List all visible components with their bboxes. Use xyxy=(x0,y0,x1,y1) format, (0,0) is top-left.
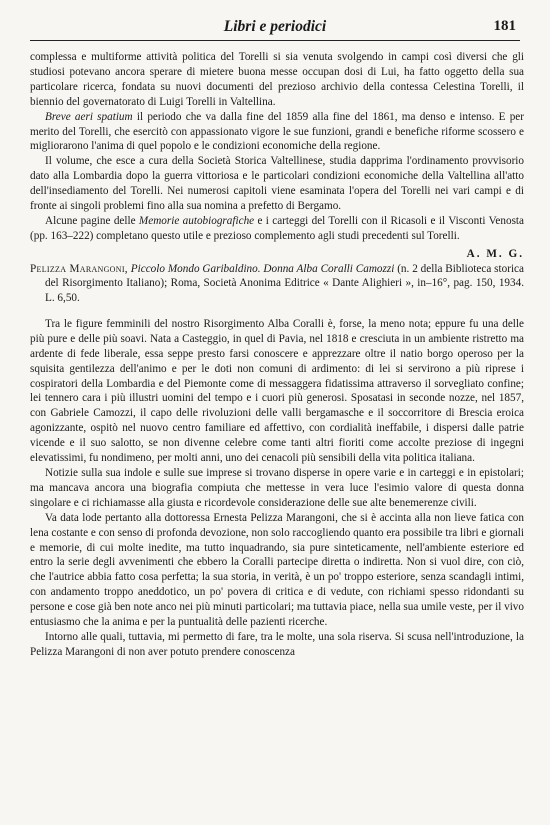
book-title: Memorie autobiografiche xyxy=(138,214,255,227)
section-title: Libri e periodici xyxy=(223,18,327,35)
review-paragraph-2: Notizie sulla sua indole e sulle sue imprese si trovano disperse in opere varie e in carteggi e in epistolari; ma mancava ancora una biografia compiuta che mettesse in vera luce l'esimio valore di questa donna singolare e ci richiamasse alla giusta e ricordevole considerazione delle sue alte benemerenze civili. xyxy=(30,466,524,509)
page-body xyxy=(30,50,524,660)
review-citation xyxy=(30,262,524,305)
review-book-title: Piccolo Mondo Garibaldino. Donna Alba Coralli Camozzi xyxy=(130,262,395,275)
continuation-paragraph: complessa e multiforme attività politica del Torelli si sia venuta svolgendo in campi così diversi che gli studiosi potevano ancora sperare di mietere buona messe occupan dosi di Lui, ha fatto oggetto della sua particolare ricerca, fondata su nuovi documenti del prezioso archivio della contessa Celestina Torelli, il biennio del governatorato di Luigi Torelli in Valtellina. xyxy=(30,51,524,108)
paragraph-alcune xyxy=(30,214,524,244)
review-author: Pelizza Marangoni, xyxy=(30,262,128,275)
paragraph-volume: Il volume, che esce a cura della Società Storica Valtellinese, studia dapprima l'ordinamento provvisorio dato alla Lombardia dopo la guerra vittoriosa e le particolari condizioni economiche della Valtellina all'atto dell'insediamento del Torelli. Nei numerosi capitoli viene esaminata l'opera del Torelli nei vari campi e di fronte ai singoli problemi fino alla sua nomina a prefetto di Bergamo. xyxy=(30,155,524,213)
spacer xyxy=(30,305,524,317)
paragraph-text: Alcune pagine delle xyxy=(45,214,139,227)
page-number: 181 xyxy=(493,18,516,34)
review-paragraph-1: Tra le figure femminili del nostro Risorgimento Alba Coralli è, forse, la meno nota; eppure fu una delle più pure e delle più soavi. Nata a Casteggio, in quel di Pavia, nel 1818 e cresciuta in un ambiente ristretto ma ardente di fede liberale, essa seppe presto farsi conoscere e apprezzare oltre il natio borgo operoso per la squisita gentilezza dell'animo e per le doti non comuni di ardimento: di lei si servirono a più riprese i cospiratori della Lombardia e del Piemonte come di messaggera fidatissima attraverso il sorvegliato confine; lei tennero cara i più illustri uomini del tempo e i cuori più generosi. Sposatasi in seconde nozze, nel 1857, con Gabriele Camozzi, il capo delle rivoluzioni delle valli bergamasche e il soccorritore di Brescia eroica agonizzante, ospitò nel nuovo centro familiare ed affettivo, con cordialità ineffabile, i dispersi dalle patrie vicende e il suo salotto, se non divenne celebre come tanti altri fioriti come accolte preziose di ingegni elevatissimi, fu nondimeno, per molti anni, uno dei cenacoli più sensibili della vita politica italiana. xyxy=(30,317,524,465)
latin-phrase: Breve aeri spatium xyxy=(45,110,133,123)
paragraph-text: e i carteggi del Torelli con il Ricasoli e il Visconti Venosta (pp. 163–222) completano questo utile e prezioso complemento agli studi precedenti sul Torelli. xyxy=(30,214,524,242)
review-paragraph-3: Va data lode pertanto alla dottoressa Ernesta Pelizza Marangoni, che si è accinta alla non lieve fatica con lena costante e con senso di profonda devozione, non solo raccogliendo quanto era possibile tra libri e giornali e memorie, di cui molte inedite, ma tutto inquadrando, sia pure sinteticamente, nell'ambiente esteriore ed entro la serie degli avvenimenti che ebbero la Coralli partecipe diretta o indiretta. Non si vuol dire, con ciò, che l'autrice abbia fatto cosa perfetta; la sua storia, in verità, è un po' troppo esteriore, senza scandagli intimi, con andamento troppo aneddotico, un po' povera di critica e di vedute, con richiami spesso ridondanti su persone e cose già ben note anco nei più minuti particolari; ma tuttavia piace, nella sua umile veste, per il vivo entusiasmo che la anima e per la puntualità delle pazienti ricerche. xyxy=(30,511,524,629)
review-details: (n. 2 della Biblioteca storica del Risorgimento Italiano); Roma, Società Anonima Editrice « Dante Alighieri », in–16°, pag. 150, 1934. L. 6,50. xyxy=(45,262,524,304)
reviewer-signature: A. M. G. xyxy=(466,247,524,260)
running-header xyxy=(30,16,520,41)
review-paragraph-4: Intorno alle quali, tuttavia, mi permetto di fare, tra le molte, una sola riserva. Si scusa nell'introduzione, la Pelizza Marangoni di non aver potuto prendere conoscenza xyxy=(30,630,524,658)
paragraph-breve xyxy=(30,110,524,155)
paragraph-text: il periodo che va dalla fine del 1859 alla fine del 1861, ma denso e intenso. E per merito del Torelli, che esercitò con appassionato vigore le sue funzioni, grandi e benefiche riforme scossero e migliorarono l'anima di quel popolo e le condizioni economiche della regione. xyxy=(30,110,524,153)
